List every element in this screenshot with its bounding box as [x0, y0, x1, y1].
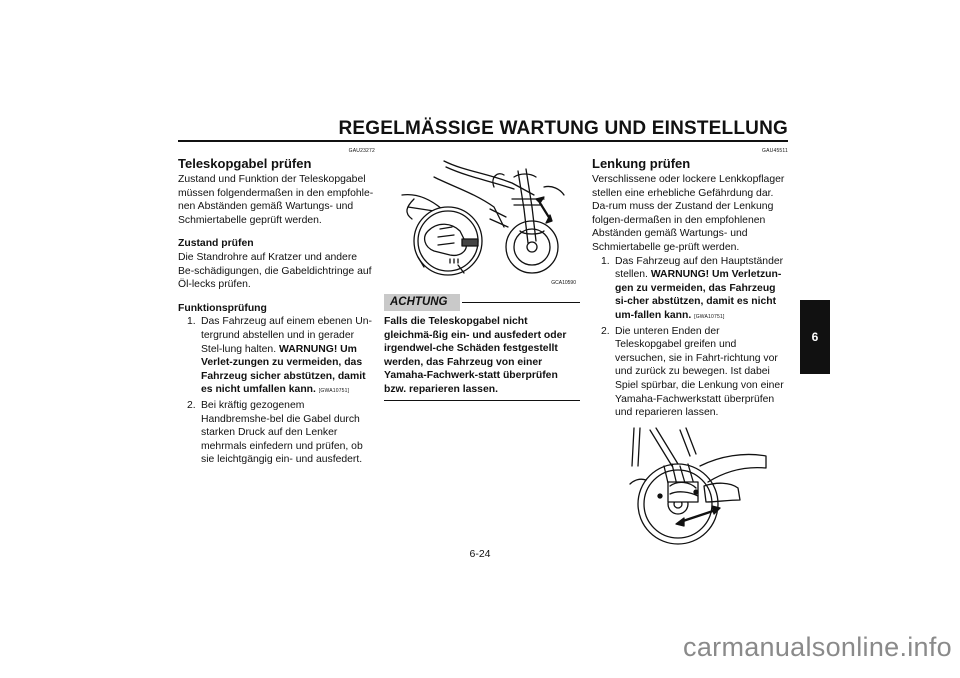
fork-compression-illustration — [394, 147, 580, 287]
warning-code: [GWA10751] — [318, 388, 350, 395]
section-code: GAU23272 — [348, 148, 375, 154]
figure-fork-compression — [394, 147, 580, 287]
figure-code: GCA10590 — [551, 280, 576, 287]
caution-rule — [462, 302, 581, 303]
chapter-tab: 6 — [800, 300, 830, 374]
subheading-condition: Zustand prüfen — [178, 238, 254, 250]
caution-badge: ACHTUNG — [384, 294, 460, 311]
caution-text: Falls die Teleskopgabel nicht gleichmä-ßig ein- und ausfedert oder irgendwel-che Schäden festgestellt werden, das Fahrzeug von einer Yamaha-Fachwerk-statt überprüfen bzw. reparieren lassen. — [384, 316, 567, 395]
step-number: 2. — [187, 399, 196, 411]
caution-header — [384, 293, 580, 311]
column-caution — [384, 147, 580, 401]
section-heading: Lenkung prüfen — [592, 156, 691, 171]
step-text: Die unteren Enden der Teleskopgabel greifen und versuchen, sie in Fahrt-richtung vor und zurück zu bewegen. Ist dabei Spiel spürbar, die Lenkung von einer Yamaha-Fachwerkstatt überprüfen und reparieren lassen. — [615, 325, 784, 419]
page-number: 6-24 — [469, 548, 491, 560]
section-heading: Teleskopgabel prüfen — [178, 156, 312, 171]
subheading-function: Funktionsprüfung — [178, 302, 267, 314]
column-steering-check — [592, 147, 788, 548]
list-item — [592, 325, 788, 420]
column-fork-check — [178, 147, 375, 467]
step-number: 1. — [601, 255, 610, 267]
warning-text: WARNUNG! Um Verletzun-gen zu vermeiden, das Fahrzeug si-cher abstützen, damit es nicht um-fallen kann. — [615, 269, 782, 321]
list-item — [178, 315, 375, 399]
list-item — [592, 255, 788, 325]
watermark: carmanualsonline.info — [683, 632, 952, 662]
step-text: Das Fahrzeug auf einem ebenen Un-tergrund abstellen und in gerader Stel-lung halten. — [201, 316, 372, 355]
function-steps — [178, 315, 375, 467]
title-rule — [178, 140, 788, 142]
caution-bottom-rule — [384, 400, 580, 401]
condition-paragraph: Die Standrohre auf Kratzer und andere Be-schädigungen, die Gabeldichtringe auf Öl-lecks prüfen. — [178, 251, 372, 291]
intro-paragraph: Zustand und Funktion der Teleskopgabel müssen folgendermaßen in den empfohle-nen Abständen gemäß Wartungs- und Schmiertabelle geprüft werden. — [178, 174, 374, 226]
warning-code: [GWA10751] — [694, 313, 725, 320]
page-title: REGELMÄSSIGE WARTUNG UND EINSTELLUNG — [338, 118, 788, 139]
step-text: Bei kräftig gezogenem Handbremshe-bel die Gabel durch starken Druck auf den Lenker mehrmals einfedern und prüfen, ob sie leichtgängig ein- und ausfedert. — [201, 399, 363, 466]
warning-text: WARNUNG! Um Verlet-zungen zu vermeiden, das Fahrzeug sicher abstützen, damit es nicht umfallen kann. — [201, 343, 366, 396]
figure-steering-check — [620, 426, 788, 548]
section-code: GAU45511 — [762, 148, 788, 154]
steering-steps — [592, 255, 788, 420]
step-text: Das Fahrzeug auf den Hauptständer stellen. — [615, 255, 784, 281]
intro-paragraph: Verschlissene oder lockere Lenkkopflager stellen eine erhebliche Gefährdung dar. Da-rum muss der Zustand der Lenkung folgen-dermaßen in den empfohlenen Abständen gemäß Wartungs- und Schmiertabelle ge-prüft werden. — [592, 174, 785, 253]
list-item — [178, 399, 375, 467]
step-number: 1. — [187, 316, 196, 328]
step-number: 2. — [601, 325, 610, 337]
steering-check-illustration — [620, 426, 770, 548]
